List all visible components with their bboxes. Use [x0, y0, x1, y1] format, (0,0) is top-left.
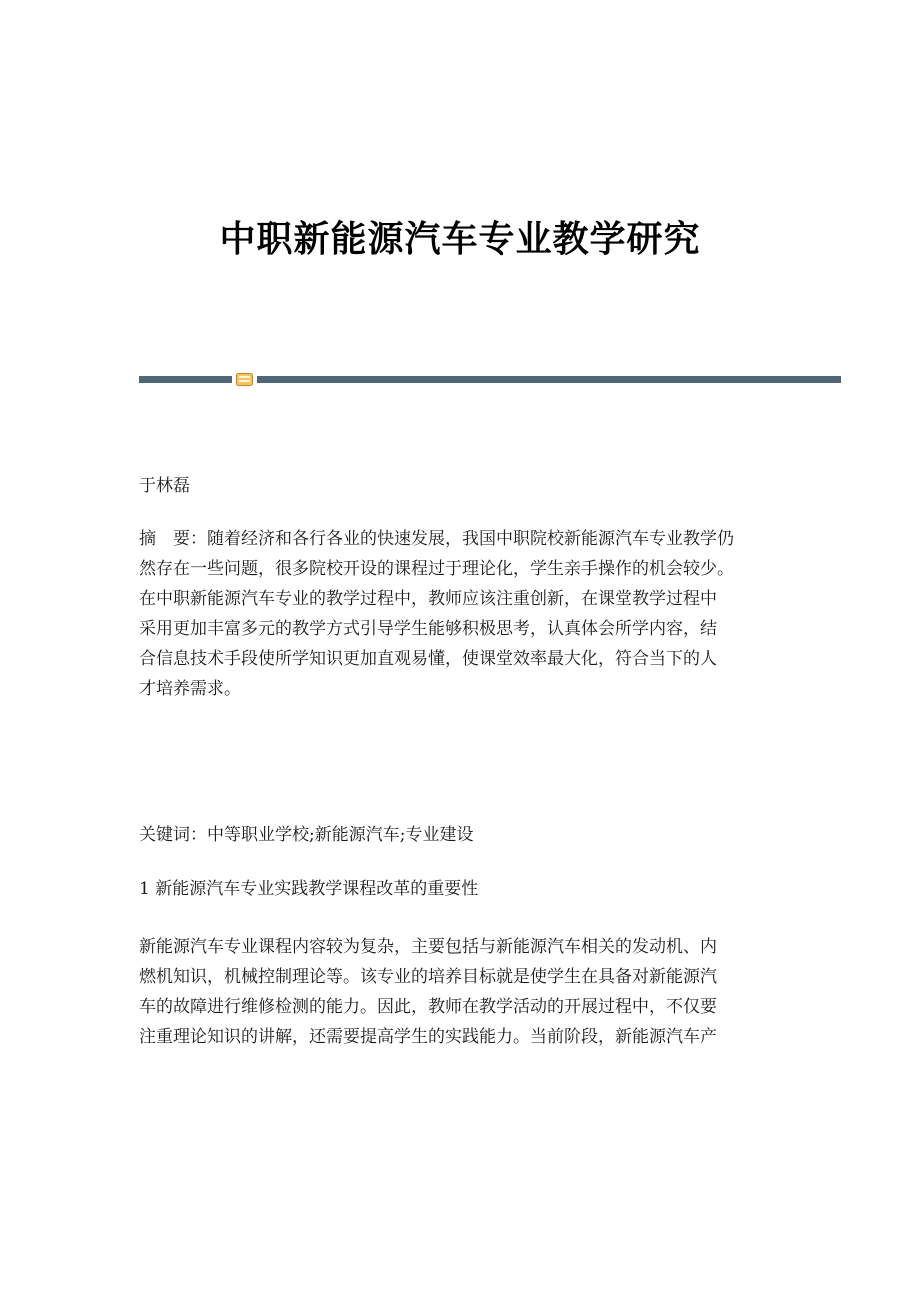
- section-heading: 1 新能源汽车专业实践教学课程改革的重要性: [139, 879, 479, 899]
- abstract-line: 然存在一些问题，很多院校开设的课程过于理论化，学生亲手操作的机会较少。: [139, 559, 734, 579]
- divider-ornament-icon: [236, 373, 253, 386]
- body-line: 燃机知识，机械控制理论等。该专业的培养目标就是使学生在具备对新能源汽: [139, 967, 717, 987]
- body-line: 车的故障进行维修检测的能力。因此，教师在教学活动的开展过程中，不仅要: [139, 997, 717, 1017]
- author-name: 于林磊: [139, 476, 190, 496]
- section-body: [139, 932, 789, 1052]
- abstract-line: 摘 要：随着经济和各行各业的快速发展，我国中职院校新能源汽车专业教学仍: [139, 529, 734, 549]
- document-title: 中职新能源汽车专业教学研究: [219, 219, 701, 260]
- abstract-line: 采用更加丰富多元的教学方式引导学生能够积极思考，认真体会所学内容，结: [139, 619, 717, 639]
- body-line: 注重理论知识的讲解，还需要提高学生的实践能力。当前阶段，新能源汽车产: [139, 1027, 717, 1047]
- abstract-line: 在中职新能源汽车专业的教学过程中，教师应该注重创新，在课堂教学过程中: [139, 589, 717, 609]
- title-divider: [139, 372, 841, 388]
- keywords: 关键词：中等职业学校;新能源汽车;专业建设: [139, 825, 474, 845]
- divider-bar-right: [257, 376, 841, 383]
- abstract-line: 合信息技术手段使所学知识更加直观易懂，使课堂效率最大化，符合当下的人: [139, 649, 717, 669]
- body-line: 新能源汽车专业课程内容较为复杂，主要包括与新能源汽车相关的发动机、内: [139, 937, 717, 957]
- abstract-line: 才培养需求。: [139, 679, 241, 699]
- divider-bar-left: [139, 376, 232, 383]
- abstract: [139, 524, 789, 704]
